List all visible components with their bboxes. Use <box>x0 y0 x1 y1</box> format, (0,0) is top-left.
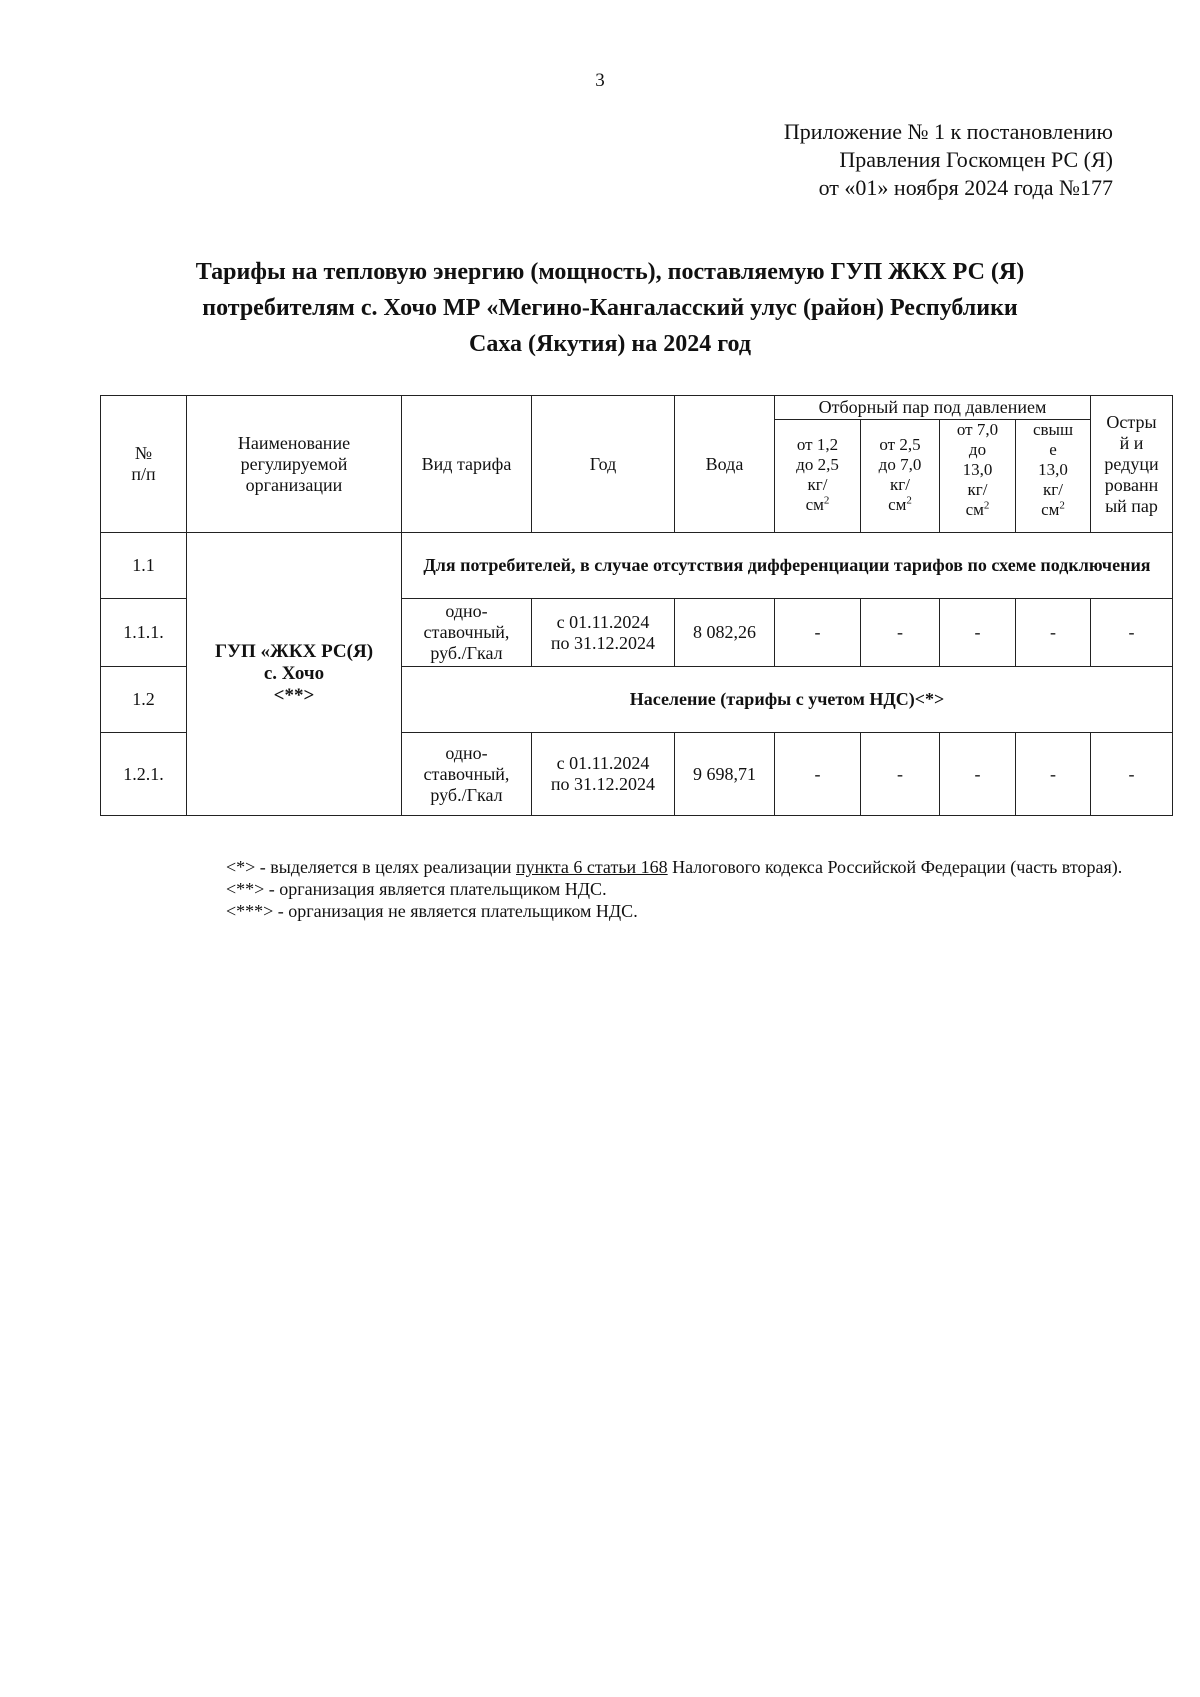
pressure-2-value: - <box>861 599 940 667</box>
section-heading: Для потребителей, в случае отсутствия дифференциации тарифов по схеме подключения <box>402 533 1173 599</box>
row-number: 1.2 <box>101 667 187 733</box>
header-tariff-type: Вид тарифа <box>402 396 532 533</box>
law-reference-link[interactable]: пункта 6 статьи 168 <box>516 857 668 877</box>
period-cell: с 01.11.2024 по 31.12.2024 <box>532 599 675 667</box>
header-row <box>101 396 1173 420</box>
pressure-3-value: - <box>940 733 1016 816</box>
footnote: <*> - выделяется в целях реализации пункта 6 статьи 168 Налогового кодекса Российской Федерации (часть вторая). <box>226 857 1123 877</box>
appendix-line: Правления Госкомцен РС (Я) <box>839 147 1113 172</box>
row-number: 1.1.1. <box>101 599 187 667</box>
header-pressure-4: свыш е 13,0 кг/ $см^2$ <box>1016 420 1091 533</box>
header-pressure-3: от 7,0 до 13,0 кг/ $см^2$ <box>940 420 1016 533</box>
tariff-type-cell: одно- ставочный, руб./Гкал <box>402 733 532 816</box>
header-steam-group: Отборный пар под давлением <box>775 396 1091 420</box>
appendix-reference <box>784 118 1113 202</box>
pressure-4-value: - <box>1016 599 1091 667</box>
title-line: Тарифы на тепловую энергию (мощность), поставляемую ГУП ЖКХ РС (Я) <box>195 259 1025 285</box>
tariff-table <box>100 395 1173 816</box>
organization-cell: ГУП «ЖКХ РС(Я) с. Хочо <**> <box>187 533 402 816</box>
appendix-line: от «01» ноября 2024 года №177 <box>818 175 1113 200</box>
pressure-4-value: - <box>1016 733 1091 816</box>
title-line: потребителям с. Хочо МР «Мегино-Кангаласский улус (район) Республики <box>202 295 1018 321</box>
header-year: Год <box>532 396 675 533</box>
footnote: <***> - организация не является плательщиком НДС. <box>226 901 638 921</box>
water-value: 8 082,26 <box>675 599 775 667</box>
sharp-steam-value: - <box>1091 599 1173 667</box>
section-heading: Население (тарифы с учетом НДС)<*> <box>402 667 1173 733</box>
page-number: 3 <box>595 70 605 91</box>
pressure-3-value: - <box>940 599 1016 667</box>
header-sharp-steam: Остры й и редуци рованн ый пар <box>1091 396 1173 533</box>
title-line: Саха (Якутия) на 2024 год <box>469 331 751 357</box>
document-title <box>140 254 1080 362</box>
sharp-steam-value: - <box>1091 733 1173 816</box>
tariff-type-cell: одно- ставочный, руб./Гкал <box>402 599 532 667</box>
water-value: 9 698,71 <box>675 733 775 816</box>
footnote: <**> - организация является плательщиком НДС. <box>226 879 607 899</box>
appendix-line: Приложение № 1 к постановлению <box>783 119 1113 144</box>
header-number: № п/п <box>101 396 187 533</box>
table-row <box>101 533 1173 599</box>
row-number: 1.1 <box>101 533 187 599</box>
pressure-1-value: - <box>775 599 861 667</box>
pressure-2-value: - <box>861 733 940 816</box>
header-organization: Наименование регулируемой организации <box>187 396 402 533</box>
header-pressure-2: от 2,5 до 7,0 кг/ $см^2$ <box>861 420 940 533</box>
pressure-1-value: - <box>775 733 861 816</box>
header-pressure-1: от 1,2 до 2,5 кг/ $см^2$ <box>775 420 861 533</box>
footnotes <box>170 856 1130 922</box>
period-cell: с 01.11.2024 по 31.12.2024 <box>532 733 675 816</box>
row-number: 1.2.1. <box>101 733 187 816</box>
header-water: Вода <box>675 396 775 533</box>
